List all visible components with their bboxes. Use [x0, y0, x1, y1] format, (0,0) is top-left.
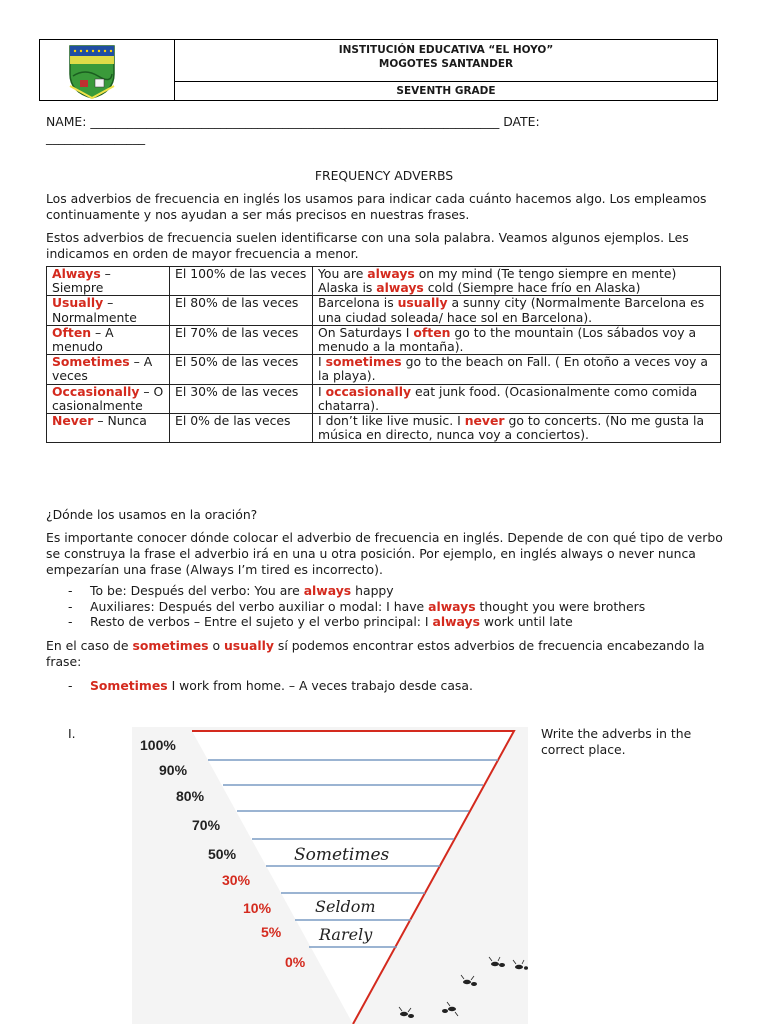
example-cell — [313, 355, 721, 384]
date-line: ________________ — [46, 130, 146, 145]
rule-text: Auxiliares: Después del verbo auxiliar o modal: I have — [90, 598, 429, 614]
example-text: I — [318, 383, 326, 399]
example-adverb: usually — [397, 295, 448, 311]
rule-adverb: always — [428, 598, 476, 614]
example-text: Alaska is — [318, 280, 377, 296]
example-text: go to the beach on Fall. ( En otoño a veces voy a la playa). — [318, 354, 708, 384]
adverb-cell — [47, 296, 170, 325]
adverb-word: Always — [52, 266, 101, 281]
example-text: On Saturdays I — [318, 324, 414, 340]
adverb-translation: – Siempre — [52, 266, 111, 296]
percent-cell: El 50% de las veces — [170, 355, 313, 384]
level-label: 30% — [222, 872, 251, 888]
rules-list — [46, 583, 736, 630]
handwritten-answer: Rarely — [319, 925, 373, 944]
table-row — [47, 267, 721, 296]
example-text: I work from home. – A veces trabajo desde casa. — [167, 678, 473, 693]
case-text: sí podemos encontrar estos adverbios de frecuencia encabezando la frase: — [46, 638, 705, 669]
logo-cell — [40, 40, 175, 100]
list-item — [46, 583, 736, 599]
example-cell — [313, 296, 721, 325]
handwritten-answer: Seldom — [315, 897, 376, 916]
case-text: En el caso de — [46, 638, 133, 653]
rule-text: happy — [351, 583, 394, 598]
intro-paragraph-2: Estos adverbios de frecuencia suelen identificarse con una sola palabra. Veamos algunos ejemplos. Les indicamos en orden de mayor frecuencia a menor. — [46, 230, 689, 261]
adverb-word: Occasionally — [52, 383, 140, 399]
example-text: cold (Siempre hace frío en Alaska) — [423, 280, 641, 296]
pyramid-figure — [132, 727, 528, 1024]
percent-cell: El 0% de las veces — [170, 414, 313, 443]
case-adverb: usually — [223, 638, 274, 653]
adverb-translation: – Normalmente — [52, 295, 137, 325]
adverb-word: Sometimes — [52, 354, 130, 370]
page-title: FREQUENCY ADVERBS — [314, 168, 454, 183]
adverb-cell — [47, 355, 170, 384]
example-text: Barcelona is — [318, 295, 398, 311]
percent-cell: El 100% de las veces — [170, 267, 313, 296]
adverb-word: Often — [52, 324, 92, 340]
rule-text: Resto de verbos – Entre el sujeto y el verbo principal: I — [90, 614, 433, 629]
example-text: on my mind (Te tengo siempre en mente) — [414, 266, 677, 281]
adverb-word: Never — [52, 413, 94, 429]
level-label: 80% — [176, 788, 205, 804]
handwritten-answer: Sometimes — [294, 845, 390, 865]
example-text: eat junk food. (Ocasionalmente como comida chatarra). — [318, 383, 698, 413]
frequency-table — [46, 266, 721, 443]
school-location: MOGOTES SANTANDER — [378, 58, 514, 70]
ant-icon — [400, 962, 528, 1018]
where-question: ¿Dónde los usamos en la oración? — [46, 507, 258, 522]
header-table — [39, 39, 718, 101]
example-cell — [313, 325, 721, 354]
intro-paragraph-1: Los adverbios de frecuencia en inglés los usamos para indicar cada cuánto hacemos algo. Los empleamos continuamente y nos ayudan a ser más precisos en nuestras frases. — [46, 191, 707, 222]
example-cell — [313, 384, 721, 413]
grade-cell — [175, 82, 717, 100]
rule-adverb: always — [303, 583, 352, 598]
rule-text: thought you were brothers — [475, 598, 646, 614]
list-item — [46, 678, 736, 694]
case-text: o — [208, 638, 224, 653]
adverb-cell — [47, 267, 170, 296]
adverb-translation: – Ocasionalmente — [52, 383, 164, 413]
level-label: 70% — [192, 817, 221, 833]
ant-legs-icon — [399, 957, 524, 1016]
example-adverb: often — [413, 324, 451, 340]
example-list — [46, 678, 736, 694]
example-text: I — [318, 354, 326, 370]
example-cell — [313, 414, 721, 443]
percent-cell: El 30% de las veces — [170, 384, 313, 413]
example-text: go to concerts. (No me gusta la música en directo, nunca voy a conciertos). — [318, 413, 705, 443]
level-label: 10% — [243, 900, 272, 916]
example-text: go to the mountain (Los sábados voy a menudo a la montaña). — [318, 324, 697, 355]
table-row — [47, 384, 721, 413]
level-label: 5% — [261, 924, 282, 940]
adverb-cell — [47, 414, 170, 443]
percent-cell: El 70% de las veces — [170, 325, 313, 354]
where-paragraph: Es importante conocer dónde colocar el adverbio de frecuencia en inglés. Depende de con qué tipo de verbo se construya la frase el adverbio irá en una u otra posición. Por ejemplo, en inglés always o never nunca empezarían una frase (Always I’m tired es incorrecto). — [46, 530, 723, 577]
frequency-pyramid — [132, 727, 528, 1024]
rule-adverb: always — [432, 614, 480, 629]
school-name-cell — [175, 40, 717, 82]
example-text: I don’t like live music. I — [318, 413, 465, 429]
level-label: 50% — [208, 846, 237, 862]
table-row — [47, 325, 721, 354]
rule-text: To be: Después del verbo: You are — [90, 583, 304, 598]
example-adverb: always — [376, 280, 424, 296]
table-row — [47, 296, 721, 325]
level-label: 100% — [140, 737, 176, 753]
example-adverb: always — [367, 266, 415, 281]
exercise-instruction: Write the adverbs in the correct place. — [541, 726, 692, 757]
list-item — [46, 614, 736, 630]
grade-label: SEVENTH GRADE — [396, 85, 496, 97]
table-row — [47, 414, 721, 443]
percent-cell: El 80% de las veces — [170, 296, 313, 325]
example-adverb: Sometimes — [90, 678, 168, 693]
exercise-number: I. — [68, 726, 76, 741]
example-adverb: sometimes — [325, 354, 402, 370]
adverb-cell — [47, 384, 170, 413]
table-row — [47, 355, 721, 384]
example-adverb: never — [464, 413, 505, 429]
example-adverb: occasionally — [325, 383, 412, 399]
adverb-word: Usually — [52, 295, 104, 311]
adverb-translation: – Nunca — [93, 413, 147, 429]
case-paragraph — [46, 638, 726, 670]
school-logo — [40, 40, 175, 100]
adverb-translation: – A veces — [52, 354, 153, 384]
example-text: a sunny city (Normalmente Barcelona es una ciudad soleada/ hace sol en Barcelona). — [318, 295, 705, 325]
example-text: You are — [318, 266, 368, 281]
adverb-translation: – A menudo — [52, 324, 114, 355]
level-label: 90% — [159, 762, 188, 778]
rule-text: work until late — [479, 614, 573, 629]
level-label: 0% — [285, 954, 306, 970]
school-name: INSTITUCIÓN EDUCATIVA “EL HOYO” — [338, 44, 554, 56]
example-cell — [313, 267, 721, 296]
name-date-line: NAME: __________________________________________________________________ DATE: — [46, 114, 540, 129]
case-adverb: sometimes — [132, 638, 209, 653]
adverb-cell — [47, 325, 170, 354]
list-item — [46, 599, 736, 615]
